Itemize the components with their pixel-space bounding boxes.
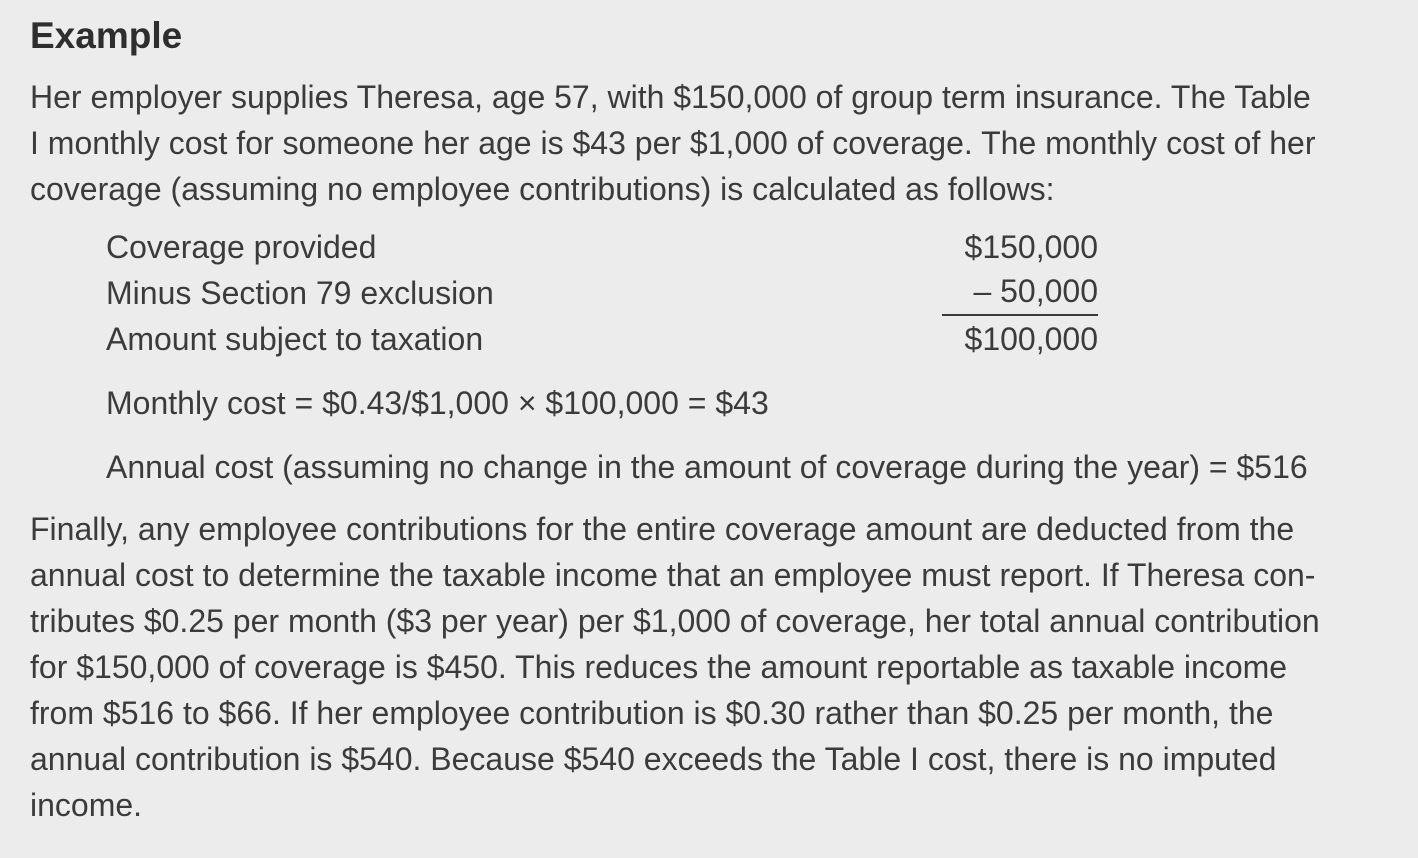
calc-amount: – 50,000 [942,270,1098,316]
intro-line: I monthly cost for someone her age is $43 per $1,000 of coverage. The monthly cost of her [30,125,1316,161]
monthly-cost-formula: Monthly cost = $0.43/$1,000 × $100,000 = $43 [106,385,769,421]
calc-label: Amount subject to taxation [106,321,484,357]
closing-line: from $516 to $66. If her employee contribution is $0.30 rather than $0.25 per month, the [30,695,1274,731]
closing-line: tributes $0.25 per month ($3 per year) per $1,000 of coverage, her total annual contribution [30,603,1320,639]
closing-line: annual contribution is $540. Because $540 exceeds the Table I cost, there is no imputed [30,741,1277,777]
closing-line: Finally, any employee contributions for the entire coverage amount are deducted from the [30,511,1295,547]
closing-paragraph [30,506,1415,828]
closing-line: for $150,000 of coverage is $450. This reduces the amount reportable as taxable income [30,649,1288,685]
calc-amount: $100,000 [964,321,1098,357]
calc-row-taxable [106,316,1098,362]
calc-label: Minus Section 79 exclusion [106,275,494,311]
calc-row-exclusion [106,270,1098,316]
closing-line: income. [30,787,143,823]
annual-cost-formula: Annual cost (assuming no change in the amount of coverage during the year) = $516 [106,449,1308,485]
intro-line: coverage (assuming no employee contributions) is calculated as follows: [30,171,1055,207]
calc-amount: $150,000 [964,229,1098,265]
closing-line: annual cost to determine the taxable income that an employee must report. If Theresa con- [30,557,1316,593]
intro-line: Her employer supplies Theresa, age 57, with $150,000 of group term insurance. The Table [30,79,1311,115]
example-heading: Example [30,15,183,56]
coverage-calculation [106,224,1098,362]
intro-paragraph [30,74,1415,212]
calc-row-coverage [106,224,1098,270]
calc-label: Coverage provided [106,229,377,265]
